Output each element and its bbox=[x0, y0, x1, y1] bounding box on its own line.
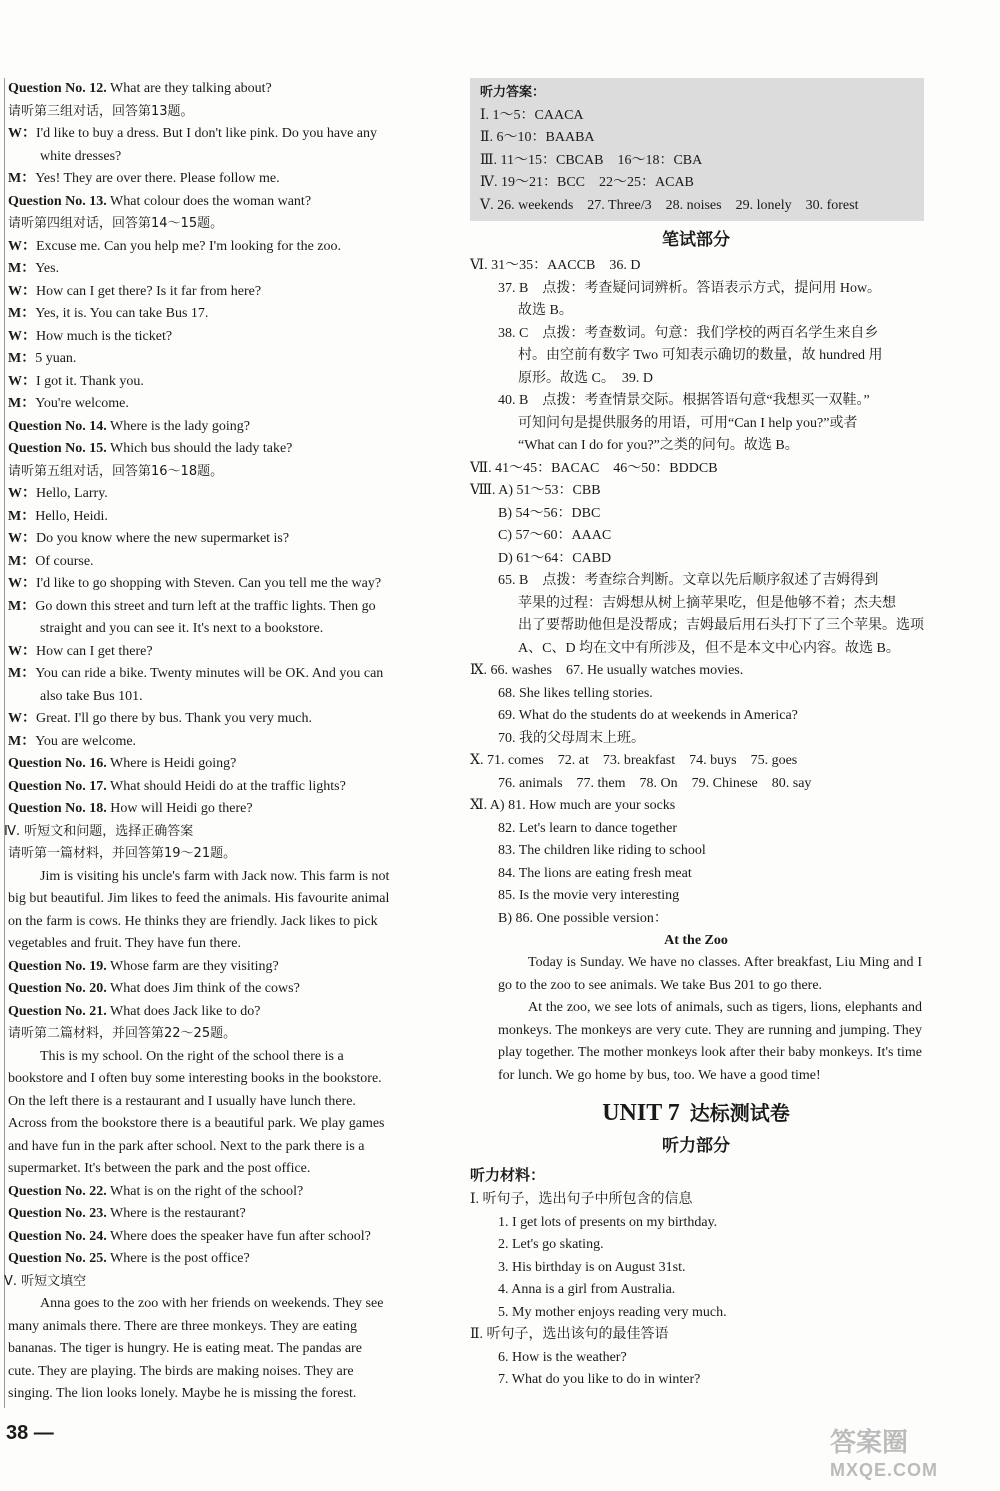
line-text: What are they talking about? bbox=[106, 81, 272, 96]
line-label: Question No. 15. bbox=[8, 441, 107, 456]
answer-key-line bbox=[470, 525, 922, 548]
line-label: W： bbox=[8, 576, 36, 591]
line-label: Question No. 24. bbox=[8, 1228, 107, 1244]
left-text-line bbox=[8, 686, 460, 709]
answer-line: Ⅴ. 26. weekends 27. Three/3 28. noises 29. lonely 30. forest bbox=[480, 197, 859, 213]
line-label: Question No. 12. bbox=[8, 81, 107, 96]
line-text: 70. 我的父母周末上班。 bbox=[498, 730, 645, 746]
answer-box-title: 听力答案： bbox=[480, 85, 546, 100]
line-text: Ⅳ. 听短文和问题，选择正确答案 bbox=[4, 823, 194, 839]
line-text: 82. Let's learn to dance together bbox=[498, 820, 678, 836]
line-text: Of course. bbox=[35, 553, 94, 569]
watermark-url: MXQE.COM bbox=[830, 1460, 939, 1480]
line-text: Yes! They are over there. Please follow me. bbox=[35, 171, 280, 186]
line-text: Ⅴ. 听短文填空 bbox=[4, 1273, 87, 1289]
line-text: 69. What do the students do at weekends in America? bbox=[498, 708, 798, 723]
line-text: also take Bus 101. bbox=[40, 688, 143, 704]
line-text: What does Jim think of the cows? bbox=[106, 981, 300, 996]
left-text-line bbox=[8, 956, 460, 979]
page-number: 38 — bbox=[6, 1422, 54, 1444]
line-text: on the farm is cows. He thinks they are friendly. Jack likes to pick bbox=[8, 913, 378, 929]
answer-key-line bbox=[470, 255, 922, 278]
left-text-line bbox=[8, 551, 460, 574]
line-text: 7. What do you like to do in winter? bbox=[498, 1372, 701, 1387]
unit-material-line bbox=[470, 1257, 922, 1280]
line-text: I got it. Thank you. bbox=[36, 373, 144, 389]
line-label: Question No. 21. bbox=[8, 1003, 107, 1019]
line-text: 请听第三组对话，回答第13题。 bbox=[8, 103, 194, 119]
line-text: Ⅶ. 41～45：BACAC 46～50：BDDCB bbox=[470, 460, 718, 476]
unit-material-line bbox=[470, 1279, 922, 1302]
line-text: “What can I do for you?”之类的问句。故选 B。 bbox=[518, 438, 799, 453]
line-label: W： bbox=[8, 328, 36, 344]
line-text: This is my school. On the right of the school there is a bbox=[40, 1048, 344, 1064]
left-text-line bbox=[8, 641, 460, 664]
left-margin-rule bbox=[4, 78, 5, 1408]
line-text: What colour does the woman want? bbox=[106, 193, 312, 209]
line-text: 请听第一篇材料，并回答第19～21题。 bbox=[8, 846, 237, 861]
line-label: W： bbox=[8, 643, 36, 659]
left-text-line bbox=[8, 371, 460, 394]
line-text: What is on the right of the school? bbox=[106, 1183, 304, 1199]
line-text: Ⅷ. A) 51～53：CBB bbox=[470, 483, 601, 498]
line-text: Ⅰ. 听句子，选出句子中所包含的信息 bbox=[470, 1192, 693, 1207]
line-text: 84. The lions are eating fresh meat bbox=[498, 865, 692, 881]
line-text: many animals there. There are three monkeys. They are eating bbox=[8, 1318, 357, 1334]
line-text: I'd like to buy a dress. But I don't like pink. Do you have any bbox=[36, 126, 377, 141]
answer-key-line bbox=[470, 773, 922, 796]
left-text-line bbox=[8, 1091, 460, 1114]
answer-key-line bbox=[470, 435, 922, 458]
line-text: How can I get there? Is it far from here? bbox=[36, 283, 262, 299]
left-text-line bbox=[8, 1158, 460, 1181]
answer-line: Ⅲ. 11～15：CBCAB 16～18：CBA bbox=[480, 152, 703, 168]
line-text: B) 86. One possible version： bbox=[498, 910, 668, 926]
left-text-line bbox=[8, 146, 460, 169]
line-text: How will Heidi go there? bbox=[106, 801, 253, 816]
line-text: Across from the bookstore there is a beautiful park. We play games bbox=[8, 1116, 385, 1131]
line-text: 请听第四组对话，回答第14～15题。 bbox=[8, 216, 224, 231]
written-section-heading: 笔试部分 bbox=[662, 230, 730, 250]
left-text-line bbox=[8, 708, 460, 731]
left-text-line bbox=[8, 753, 460, 776]
answer-key-line bbox=[470, 728, 922, 751]
unit-heading bbox=[470, 1095, 922, 1131]
line-text: Ⅱ. 听句子，选出该句的最佳答语 bbox=[470, 1327, 669, 1342]
line-label: M： bbox=[8, 396, 36, 411]
unit-title: UNIT 7 bbox=[602, 1100, 680, 1126]
line-text: and have fun in the park after school. Next to the park there is a bbox=[8, 1138, 365, 1154]
left-text-line bbox=[8, 1046, 460, 1069]
line-text: 65. B 点拨：考查综合判断。文章以先后顺序叙述了吉姆得到 bbox=[498, 573, 879, 588]
answer-key-line bbox=[470, 840, 922, 863]
left-text-line bbox=[8, 213, 460, 236]
line-text: 68. She likes telling stories. bbox=[498, 685, 653, 701]
line-label: Question No. 20. bbox=[8, 981, 107, 996]
line-text: Ⅹ. 71. comes 72. at 73. breakfast 74. buys 75. goes bbox=[470, 753, 798, 768]
line-label: Question No. 16. bbox=[8, 756, 107, 771]
left-text-line bbox=[8, 776, 460, 799]
line-text: Where is the lady going? bbox=[106, 418, 250, 434]
left-text-line bbox=[8, 1068, 460, 1091]
line-text: 6. How is the weather? bbox=[498, 1349, 627, 1365]
answer-key-line bbox=[470, 503, 922, 526]
answer-line: Ⅱ. 6～10：BAABA bbox=[480, 130, 595, 145]
answer-key-line bbox=[470, 908, 922, 931]
line-label: W： bbox=[8, 283, 36, 299]
line-text: Whose farm are they visiting? bbox=[106, 958, 279, 974]
line-text: 村。由空前有数字 Two 可知表示确切的数量，故 hundred 用 bbox=[518, 348, 883, 363]
left-text-line bbox=[8, 866, 460, 889]
answer-key-line bbox=[470, 390, 922, 413]
line-label: M： bbox=[8, 171, 36, 186]
line-text: white dresses? bbox=[40, 148, 122, 164]
left-text-line bbox=[8, 911, 460, 934]
line-text: 37. B 点拨：考查疑问词辨析。答语表示方式，提问用 How。 bbox=[498, 280, 882, 296]
line-text: Jim is visiting his uncle's farm with Jack now. This farm is not bbox=[40, 868, 390, 884]
answer-key-line bbox=[470, 323, 922, 346]
watermark-main: 答案圈 bbox=[830, 1427, 909, 1457]
listening-materials-heading: 听力材料： bbox=[470, 1166, 546, 1184]
line-text: bookstore and I often buy some interesting books in the bookstore. bbox=[8, 1071, 382, 1086]
answer-key-line bbox=[470, 885, 922, 908]
line-label: W： bbox=[8, 711, 36, 726]
line-label: M： bbox=[8, 306, 36, 321]
line-text: 2. Let's go skating. bbox=[498, 1237, 604, 1252]
line-text: 苹果的过程：吉姆想从树上摘苹果吃，但是他够不着；杰夫想 bbox=[518, 595, 896, 611]
left-text-line bbox=[8, 978, 460, 1001]
line-text: 4. Anna is a girl from Australia. bbox=[498, 1282, 676, 1297]
line-text: 请听第五组对话，回答第16～18题。 bbox=[8, 463, 224, 479]
line-text: D) 61～64：CABD bbox=[498, 550, 612, 566]
line-label: Question No. 14. bbox=[8, 418, 107, 434]
left-column bbox=[4, 78, 460, 1406]
line-text: 可知问句是提供服务的用语，可用“Can I help you?”或者 bbox=[518, 415, 858, 431]
left-text-line bbox=[8, 326, 460, 349]
line-label: Question No. 17. bbox=[8, 778, 107, 794]
line-text: On the left there is a restaurant and I usually have lunch there. bbox=[8, 1093, 356, 1109]
left-text-line bbox=[8, 348, 460, 371]
answer-key-line bbox=[470, 705, 922, 728]
line-text: B) 54～56：DBC bbox=[498, 505, 601, 521]
line-text: 38. C 点拨：考查数词。句意：我们学校的两百名学生来自乡 bbox=[498, 325, 879, 341]
line-text: 40. B 点拨：考查情景交际。根据答语句意“我想买一双鞋。” bbox=[498, 393, 870, 408]
line-label: M： bbox=[8, 598, 36, 614]
left-text-line bbox=[8, 798, 460, 821]
answer-key-line bbox=[470, 300, 922, 323]
answer-key-line bbox=[470, 863, 922, 886]
line-text: supermarket. It's between the park and the post office. bbox=[8, 1161, 311, 1176]
line-text: Hello, Heidi. bbox=[35, 508, 108, 524]
line-text: Ⅸ. 66. washes 67. He usually watches movies. bbox=[470, 663, 744, 678]
line-text: Which bus should the lady take? bbox=[106, 441, 293, 456]
answer-key-line bbox=[470, 480, 922, 503]
line-text: 5. My mother enjoys reading very much. bbox=[498, 1304, 727, 1320]
line-label: M： bbox=[8, 733, 36, 749]
line-text: Where is the post office? bbox=[106, 1251, 250, 1266]
line-text: You can ride a bike. Twenty minutes will be OK. And you can bbox=[35, 666, 384, 681]
line-text: 3. His birthday is on August 31st. bbox=[498, 1259, 686, 1275]
line-label: Question No. 25. bbox=[8, 1251, 107, 1266]
answer-key-line bbox=[470, 368, 922, 391]
line-label: M： bbox=[8, 508, 36, 524]
essay-paragraph-2: At the zoo, we see lots of animals, such as tigers, lions, elephants and monkeys. The monkeys are very cute. They are running and jumping. They play together. The mother monkeys look after their baby monkeys. It's time for lunch. We go home by bus, too. We have a good time! bbox=[498, 1000, 922, 1083]
line-text: C) 57～60：AAAC bbox=[498, 528, 612, 543]
line-label: Question No. 22. bbox=[8, 1183, 107, 1199]
left-text-line bbox=[8, 1383, 460, 1406]
left-text-line bbox=[8, 483, 460, 506]
left-text-line bbox=[8, 1001, 460, 1024]
line-text: 出了要帮助他但是没帮成；吉姆最后用石头打下了三个苹果。选项 bbox=[518, 618, 924, 633]
answer-key-line bbox=[470, 750, 922, 773]
left-text-line bbox=[8, 123, 460, 146]
line-text: singing. The lion looks lonely. Maybe he is missing the forest. bbox=[8, 1386, 357, 1401]
left-text-line bbox=[8, 1248, 460, 1271]
left-text-line bbox=[8, 1293, 460, 1316]
answer-key-line bbox=[470, 548, 922, 571]
left-text-line bbox=[8, 573, 460, 596]
left-text-line bbox=[8, 1113, 460, 1136]
line-text: Yes, it is. You can take Bus 17. bbox=[35, 306, 209, 321]
unit-material-line bbox=[470, 1369, 922, 1392]
unit-subtitle: 达标测试卷 bbox=[689, 1101, 790, 1125]
line-text: cute. They are playing. The birds are making noises. They are bbox=[8, 1363, 354, 1379]
line-text: How much is the ticket? bbox=[36, 328, 173, 344]
line-text: You are welcome. bbox=[35, 733, 137, 749]
essay-title: At the Zoo bbox=[664, 933, 728, 948]
left-text-line bbox=[8, 731, 460, 754]
listening-section-heading: 听力部分 bbox=[662, 1136, 730, 1156]
line-label: W： bbox=[8, 238, 36, 254]
watermark-logo bbox=[830, 1428, 938, 1484]
left-text-line bbox=[8, 1361, 460, 1384]
line-text: big but beautiful. Jim likes to feed the animals. His favourite animal bbox=[8, 891, 390, 906]
line-text: straight and you can see it. It's next to a bookstore. bbox=[40, 621, 324, 636]
left-text-line bbox=[8, 1136, 460, 1159]
line-text: Where does the speaker have fun after school? bbox=[106, 1228, 371, 1244]
left-text-line bbox=[8, 596, 460, 619]
left-text-line bbox=[8, 528, 460, 551]
line-text: Excuse me. Can you help me? I'm looking for the zoo. bbox=[36, 238, 341, 254]
line-text: vegetables and fruit. They have fun there. bbox=[8, 936, 241, 951]
left-text-line bbox=[8, 1181, 460, 1204]
left-text-line bbox=[8, 101, 460, 124]
left-text-line bbox=[8, 461, 460, 484]
left-text-line bbox=[8, 281, 460, 304]
answer-key-line bbox=[470, 660, 922, 683]
left-text-line bbox=[8, 1316, 460, 1339]
line-text: 76. animals 77. them 78. On 79. Chinese 80. say bbox=[498, 775, 812, 791]
answer-key-line bbox=[470, 795, 922, 818]
line-text: Great. I'll go there by bus. Thank you very much. bbox=[36, 711, 312, 726]
left-text-line bbox=[8, 258, 460, 281]
answer-key-line bbox=[470, 458, 922, 481]
line-text: 原形。故选 C。 39. D bbox=[518, 370, 653, 386]
line-label: W： bbox=[8, 126, 36, 141]
line-text: What does Jack like to do? bbox=[106, 1003, 261, 1019]
left-text-line bbox=[8, 1203, 460, 1226]
right-column bbox=[470, 78, 922, 1392]
line-text: Hello, Larry. bbox=[36, 486, 108, 501]
line-text: Ⅺ. A) 81. How much are your socks bbox=[470, 798, 676, 813]
line-text: 5 yuan. bbox=[35, 351, 77, 366]
answer-key-line bbox=[470, 570, 922, 593]
line-text: 85. Is the movie very interesting bbox=[498, 888, 680, 903]
essay-paragraph-1: Today is Sunday. We have no classes. After breakfast, Liu Ming and I go to the zoo to see animals. We take Bus 201 to go there. bbox=[498, 955, 922, 993]
line-label: Question No. 19. bbox=[8, 958, 107, 974]
line-label: M： bbox=[8, 666, 36, 681]
left-text-line bbox=[8, 1023, 460, 1046]
line-text: I'd like to go shopping with Steven. Can you tell me the way? bbox=[36, 576, 382, 591]
answer-key-line bbox=[470, 818, 922, 841]
line-text: Where is Heidi going? bbox=[106, 756, 237, 771]
left-text-line bbox=[8, 78, 460, 101]
line-label: M： bbox=[8, 351, 36, 366]
line-label: M： bbox=[8, 261, 36, 276]
line-text: A、C、D 均在文中有所涉及，但不是本文中心内容。故选 B。 bbox=[518, 640, 900, 656]
line-label: W： bbox=[8, 373, 36, 389]
answer-line: Ⅳ. 19～21：BCC 22～25：ACAB bbox=[480, 175, 694, 190]
answer-key-line bbox=[470, 413, 922, 436]
line-text: 83. The children like riding to school bbox=[498, 843, 706, 858]
answer-key-line bbox=[470, 638, 922, 661]
line-text: bananas. The tiger is hungry. He is eating meat. The pandas are bbox=[8, 1341, 362, 1356]
line-label: Question No. 23. bbox=[8, 1206, 107, 1221]
left-text-line bbox=[8, 843, 460, 866]
answer-key-line bbox=[470, 278, 922, 301]
answer-key-line bbox=[470, 683, 922, 706]
left-text-line bbox=[8, 618, 460, 641]
left-text-line bbox=[8, 303, 460, 326]
answer-key-line bbox=[470, 345, 922, 368]
line-label: W： bbox=[8, 486, 36, 501]
line-text: Yes. bbox=[35, 261, 60, 276]
line-text: Go down this street and turn left at the traffic lights. Then go bbox=[35, 598, 376, 614]
left-text-line bbox=[8, 168, 460, 191]
left-text-line bbox=[8, 191, 460, 214]
line-text: 故选 B。 bbox=[518, 303, 573, 318]
answer-key-line bbox=[470, 593, 922, 616]
line-label: M： bbox=[8, 553, 36, 569]
listening-answer-box bbox=[470, 78, 924, 221]
left-text-line bbox=[8, 236, 460, 259]
line-text: Do you know where the new supermarket is? bbox=[36, 531, 290, 546]
left-text-line bbox=[4, 1271, 460, 1294]
unit-material-line bbox=[470, 1212, 922, 1235]
line-text: 1. I get lots of presents on my birthday. bbox=[498, 1214, 718, 1230]
line-label: Question No. 18. bbox=[8, 801, 107, 816]
left-text-line bbox=[8, 888, 460, 911]
left-text-line bbox=[8, 416, 460, 439]
unit-material-line bbox=[470, 1189, 922, 1212]
left-text-line bbox=[8, 663, 460, 686]
left-text-line bbox=[8, 1338, 460, 1361]
line-text: Where is the restaurant? bbox=[106, 1206, 246, 1221]
unit-material-line bbox=[470, 1234, 922, 1257]
line-text: Anna goes to the zoo with her friends on weekends. They see bbox=[40, 1296, 384, 1311]
left-text-line bbox=[8, 1226, 460, 1249]
line-text: Ⅵ. 31～35：AACCB 36. D bbox=[470, 258, 641, 273]
left-text-line bbox=[8, 933, 460, 956]
left-text-line bbox=[4, 821, 460, 844]
answer-key-line bbox=[470, 615, 922, 638]
left-text-line bbox=[8, 506, 460, 529]
answer-line: Ⅰ. 1～5：CAACA bbox=[480, 107, 584, 123]
line-text: You're welcome. bbox=[35, 396, 129, 411]
line-text: How can I get there? bbox=[36, 643, 153, 659]
line-label: Question No. 13. bbox=[8, 193, 107, 209]
left-text-line bbox=[8, 438, 460, 461]
line-text: 请听第二篇材料，并回答第22～25题。 bbox=[8, 1026, 237, 1041]
left-text-line bbox=[8, 393, 460, 416]
unit-material-line bbox=[470, 1347, 922, 1370]
line-label: W： bbox=[8, 531, 36, 546]
line-text: What should Heidi do at the traffic lights? bbox=[106, 778, 346, 794]
unit-material-line bbox=[470, 1302, 922, 1325]
unit-material-line bbox=[470, 1324, 922, 1347]
